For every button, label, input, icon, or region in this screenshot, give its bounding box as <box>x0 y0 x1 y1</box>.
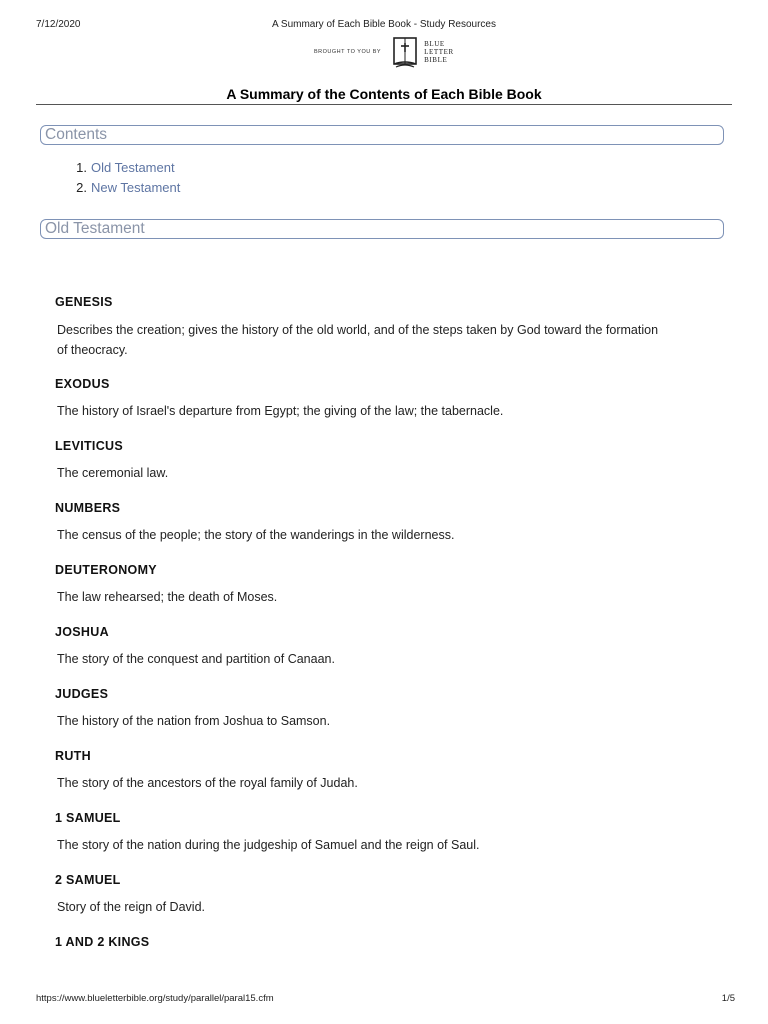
blue-letter-bible-logo[interactable] <box>314 35 454 69</box>
print-date: 7/12/2020 <box>36 19 81 30</box>
book-description-leviticus: The ceremonial law. <box>57 466 169 480</box>
toc-number: 2. <box>76 180 87 195</box>
book-name-leviticus: LEVITICUS <box>55 439 123 453</box>
book-name-1-samuel: 1 SAMUEL <box>55 811 121 825</box>
book-name-ruth: RUTH <box>55 749 91 763</box>
brought-to-you-by-label: BROUGHT TO YOU BY <box>314 49 382 55</box>
book-name-joshua: JOSHUA <box>55 625 109 639</box>
bible-book-icon <box>390 36 420 68</box>
book-name-exodus: EXODUS <box>55 377 110 391</box>
book-name-1-and-2-kings: 1 AND 2 KINGS <box>55 935 150 949</box>
toc-item-new-testament <box>70 180 180 195</box>
toc-link-old-testament[interactable]: Old Testament <box>91 160 175 175</box>
toc-number: 1. <box>76 160 87 175</box>
book-name-numbers: NUMBERS <box>55 501 121 515</box>
book-description-exodus: The history of Israel's departure from Egypt; the giving of the law; the tabernacle. <box>57 404 504 418</box>
document-title: A Summary of the Contents of Each Bible Book <box>226 86 542 102</box>
book-description-judges: The history of the nation from Joshua to Samson. <box>57 714 331 728</box>
book-name-2-samuel: 2 SAMUEL <box>55 873 121 887</box>
book-description-deuteronomy: The law rehearsed; the death of Moses. <box>57 590 278 604</box>
book-name-judges: JUDGES <box>55 687 109 701</box>
book-description-ruth: The story of the ancestors of the royal family of Judah. <box>57 776 358 790</box>
book-description-genesis: Describes the creation; gives the history of the old world, and of the steps taken by God toward the formation of theocracy. <box>57 323 659 357</box>
logo-wordmark: BLUE LETTER BIBLE <box>424 40 454 64</box>
print-url: https://www.blueletterbible.org/study/parallel/paral15.cfm <box>36 993 274 1004</box>
page-number: 1/5 <box>721 993 735 1004</box>
book-description-1-samuel: The story of the nation during the judgeship of Samuel and the reign of Saul. <box>57 838 480 852</box>
toc-link-new-testament[interactable]: New Testament <box>91 180 181 195</box>
contents-section-heading: Contents <box>40 125 724 145</box>
toc-item-old-testament <box>70 160 175 175</box>
book-description-2-samuel: Story of the reign of David. <box>57 900 205 914</box>
title-divider <box>36 104 732 105</box>
book-name-genesis: GENESIS <box>55 295 113 309</box>
old-testament-section-heading: Old Testament <box>40 219 724 239</box>
print-page-title: A Summary of Each Bible Book - Study Resources <box>272 19 496 30</box>
book-name-deuteronomy: DEUTERONOMY <box>55 563 157 577</box>
book-description-numbers: The census of the people; the story of the wanderings in the wilderness. <box>57 528 455 542</box>
book-description-joshua: The story of the conquest and partition of Canaan. <box>57 652 335 666</box>
